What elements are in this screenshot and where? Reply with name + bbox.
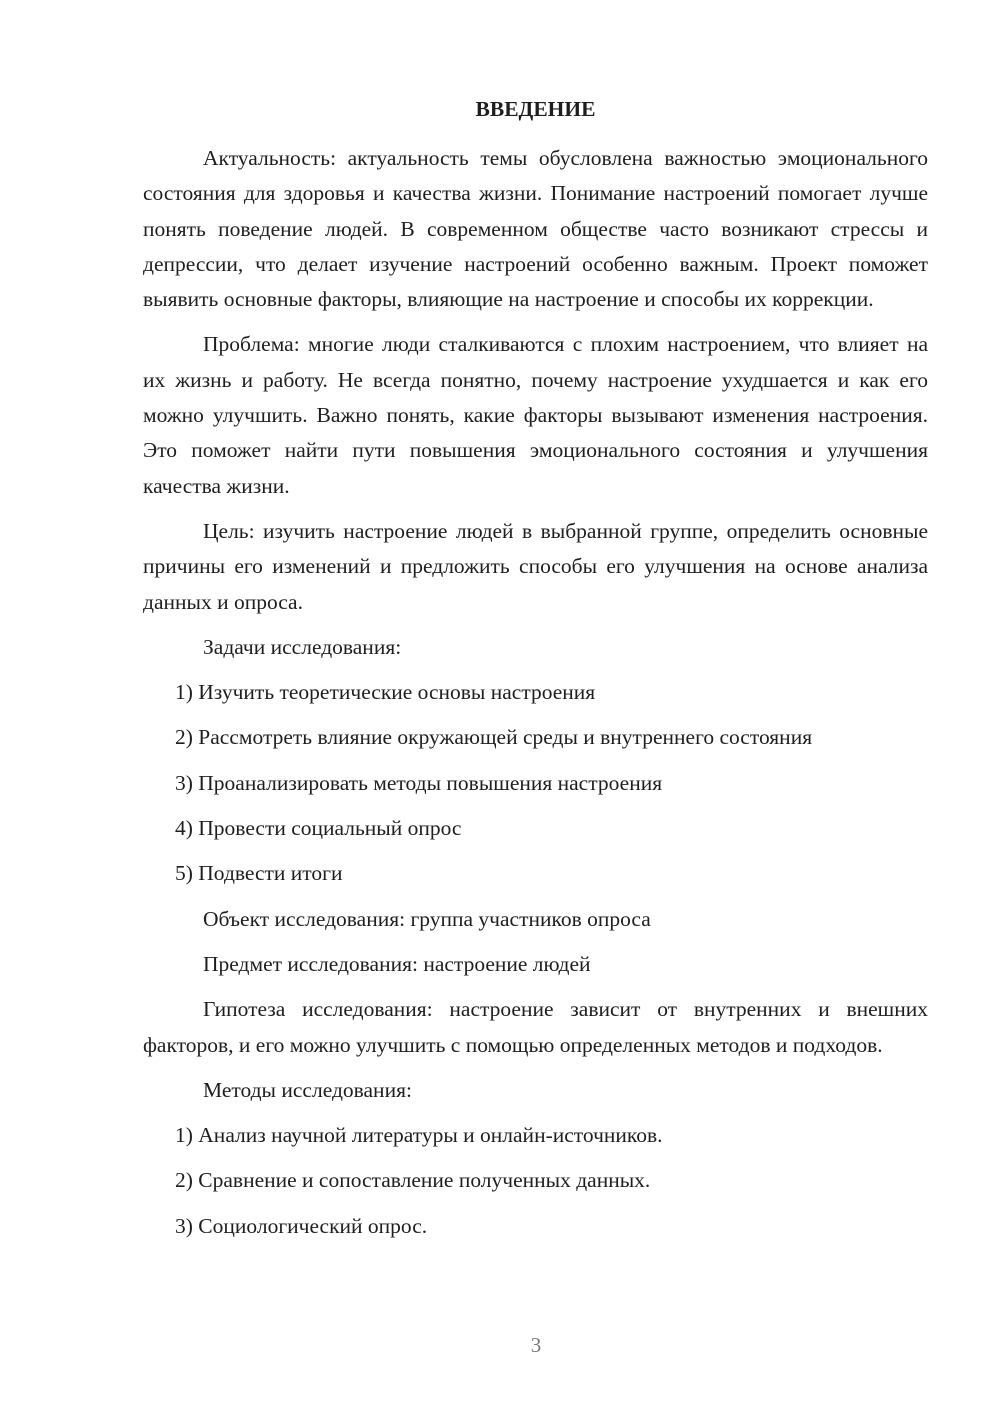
task-item: 3) Проанализировать методы повышения настроения	[175, 770, 663, 795]
document-page	[143, 92, 928, 1254]
subject-line: Предмет исследования: настроение людей	[203, 951, 591, 976]
page-title: ВВЕДЕНИЕ	[475, 97, 596, 121]
task-item: 2) Рассмотреть влияние окружающей среды и внутреннего состояния	[175, 725, 813, 750]
page-number: 3	[530, 1333, 542, 1357]
task-item: 5) Подвести итоги	[175, 861, 343, 886]
goal-paragraph: Цель: изучить настроение людей в выбранной группе, определить основные причины его изменений и предложить способы его улучшения на основе анализа данных и опроса.	[143, 518, 928, 614]
tasks-heading: Задачи исследования:	[203, 634, 402, 659]
task-item: 1) Изучить теоретические основы настроения	[175, 680, 596, 705]
methods-list	[143, 1118, 928, 1244]
tasks-list	[143, 675, 928, 891]
methods-heading: Методы исследования:	[203, 1077, 412, 1102]
relevance-paragraph: Актуальность: актуальность темы обусловлена важностью эмоционального состояния для здоровья и качества жизни. Понимание настроений помогает лучше понять поведение людей. В современном обществе часто возникают стрессы и депрессии, что делает изучение настроений особенно важным. Проект поможет выявить основные факторы, влияющие на настроение и способы их коррекции.	[143, 146, 928, 312]
method-item: 2) Сравнение и сопоставление полученных данных.	[175, 1168, 651, 1193]
method-item: 1) Анализ научной литературы и онлайн-источников.	[175, 1123, 663, 1148]
object-line: Объект исследования: группа участников опроса	[203, 906, 651, 931]
task-item: 4) Провести социальный опрос	[175, 816, 462, 841]
problem-paragraph: Проблема: многие люди сталкиваются с плохим настроением, что влияет на их жизнь и работу. Не всегда понятно, почему настроение ухудшается и как его можно улучшить. Важно понять, какие факторы вызывают изменения настроения. Это поможет найти пути повышения эмоционального состояния и улучшения качества жизни.	[143, 332, 928, 498]
hypothesis-paragraph: Гипотеза исследования: настроение зависит от внутренних и внешних факторов, и его можно улучшить с помощью определенных методов и подходов.	[143, 997, 928, 1057]
method-item: 3) Социологический опрос.	[175, 1213, 428, 1238]
